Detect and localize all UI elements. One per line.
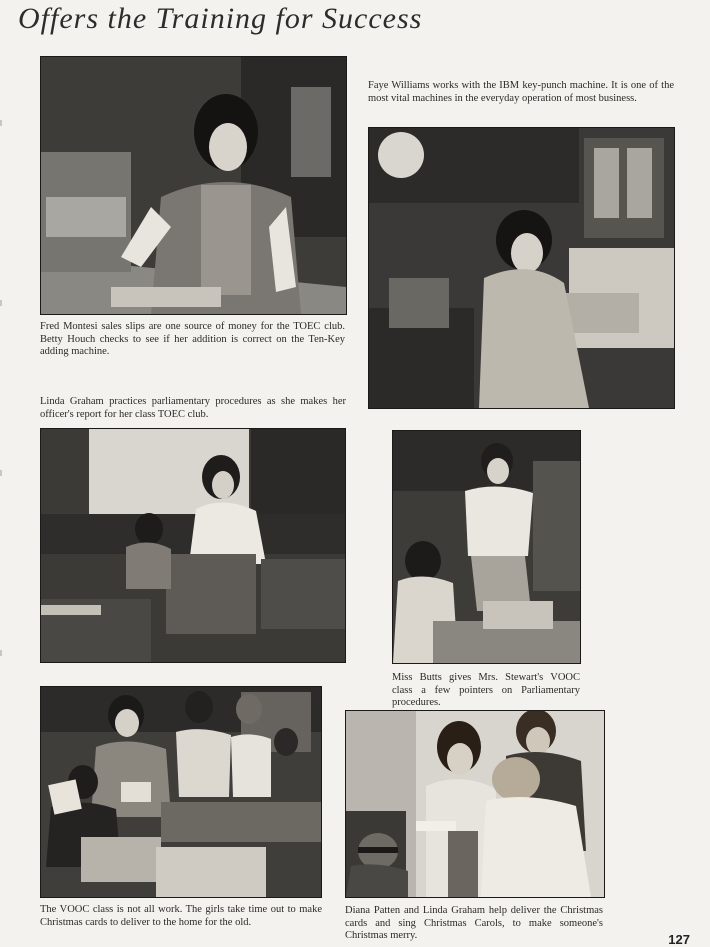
page-title: Offers the Training for Success [18, 2, 423, 35]
photo-pointers [392, 430, 581, 664]
photo-carols [345, 710, 605, 898]
page-number: 127 [668, 932, 690, 947]
photo-parliamentary [40, 428, 346, 663]
photo-ten-key [40, 56, 347, 315]
binding-mark [0, 470, 2, 476]
caption-key-punch: Faye Williams works with the IBM key-punch machine. It is one of the most vital machines in the everyday operation of most business. [368, 80, 674, 104]
caption-christmas-cards: The VOOC class is not all work. The girls take time out to make Christmas cards to deliver to the home for the old. [40, 904, 322, 928]
binding-mark [0, 650, 2, 656]
binding-mark [0, 120, 2, 126]
caption-ten-key: Fred Montesi sales slips are one source of money for the TOEC club. Betty Houch checks to see if her addition is correct on the Ten-Key adding machine. [40, 321, 345, 357]
photo-key-punch [368, 127, 675, 409]
caption-parliamentary: Linda Graham practices parliamentary procedures as she makes her officer's report for her class TOEC club. [40, 396, 346, 420]
binding-mark [0, 300, 2, 306]
caption-carols: Diana Patten and Linda Graham help deliver the Christmas cards and sing Christmas Carols, to make someone's Christmas merry. [345, 905, 603, 941]
caption-pointers: Miss Butts gives Mrs. Stewart's VOOC class a few pointers on Parliamentary procedures. [392, 672, 580, 708]
photo-christmas-cards [40, 686, 322, 898]
